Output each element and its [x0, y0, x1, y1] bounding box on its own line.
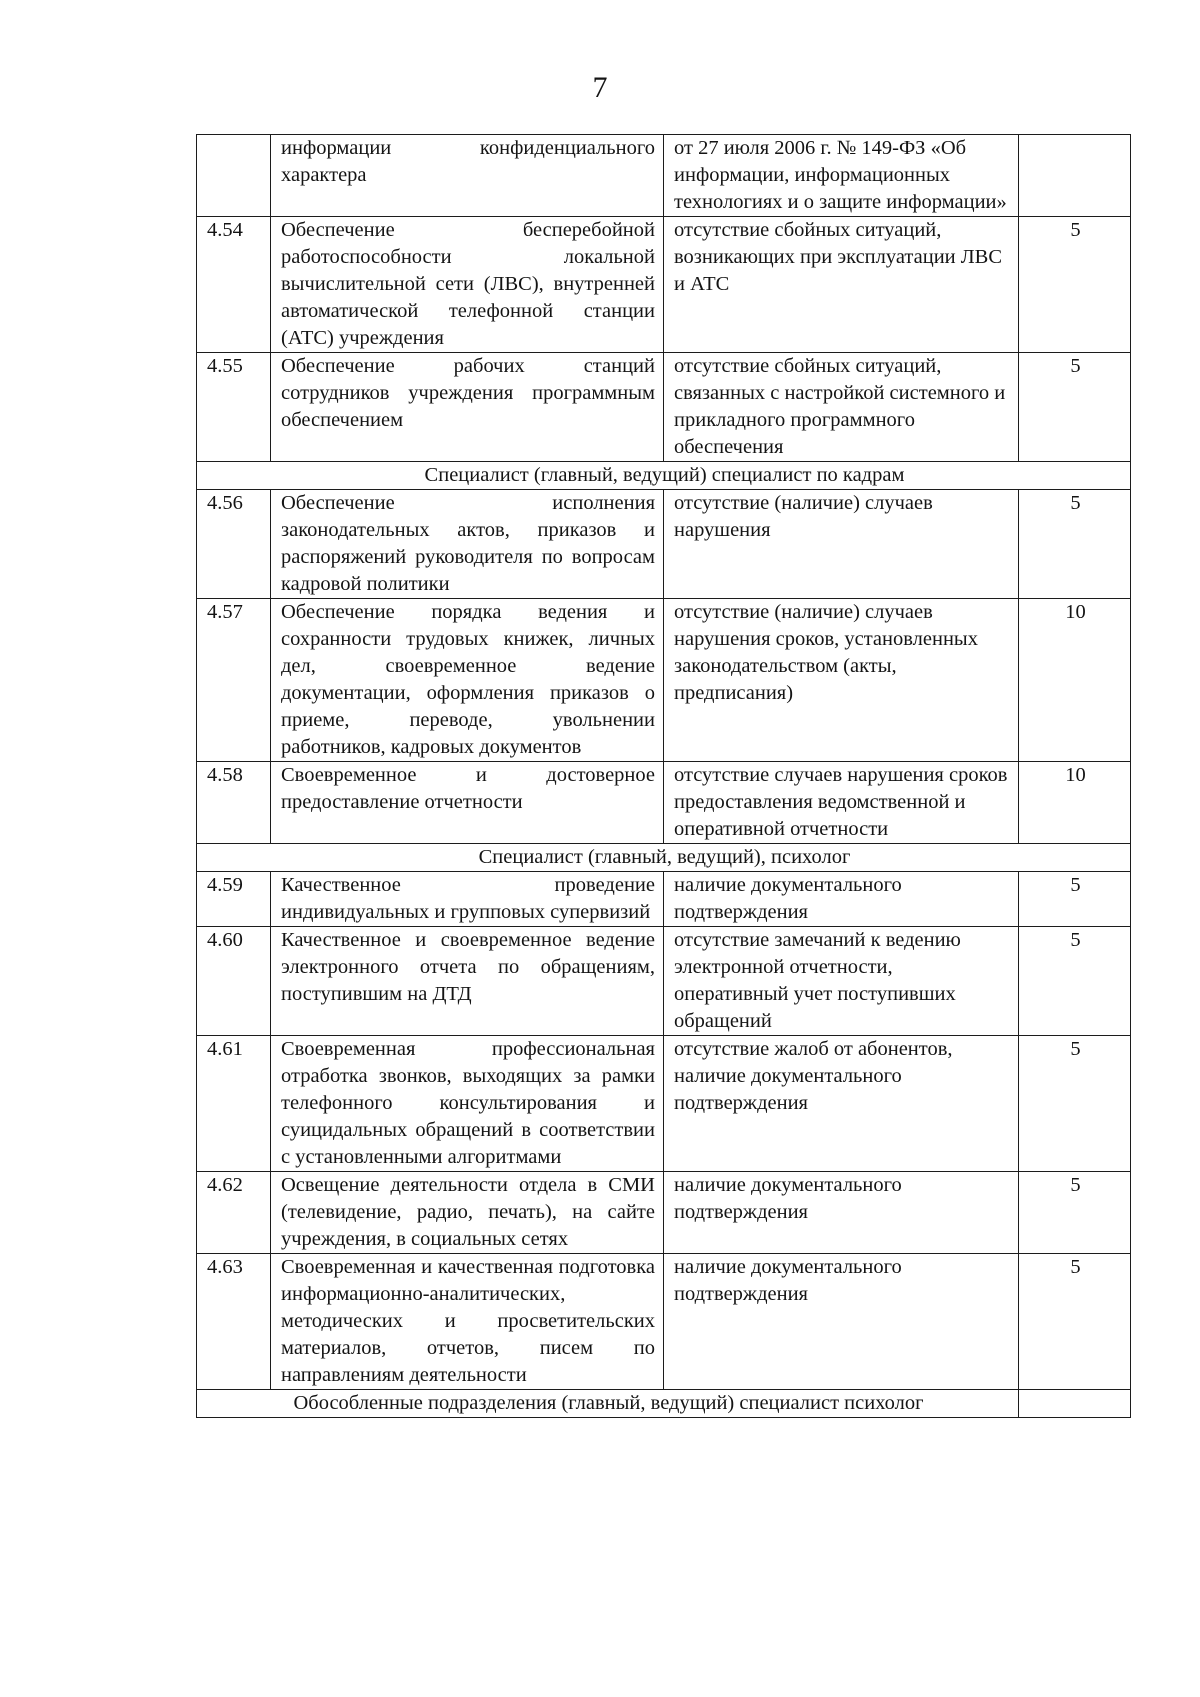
item-number: 4.62 [197, 1172, 271, 1254]
indicator-cell: информации конфиденциального характера [271, 135, 664, 217]
section-header-row [197, 844, 1131, 872]
section-header-row [197, 462, 1131, 490]
criterion-cell: от 27 июля 2006 г. № 149-ФЗ «Об информации, информационных технологиях и о защите информации» [664, 135, 1019, 217]
points-cell: 10 [1019, 599, 1131, 762]
indicator-cell: Своевременная и качественная подготовка информационно-аналитических, методических и просветительских материалов, отчетов, писем по направлениям деятельности [271, 1254, 664, 1390]
criterion-cell: отсутствие случаев нарушения сроков предоставления ведомственной и оперативной отчетности [664, 762, 1019, 844]
table-row [197, 490, 1131, 599]
indicator-cell: Своевременная профессиональная отработка звонков, выходящих за рамки телефонного консультирования и суицидальных обращений в соответствии с установленными алгоритмами [271, 1036, 664, 1172]
table-row [197, 762, 1131, 844]
table-row [197, 1036, 1131, 1172]
subsection-title: Обособленные подразделения (главный, ведущий) специалист психолог [197, 1390, 1019, 1418]
points-cell: 5 [1019, 872, 1131, 927]
table-row [197, 1172, 1131, 1254]
indicator-cell: Качественное и своевременное ведение электронного отчета по обращениям, поступившим на ДТД [271, 927, 664, 1036]
criteria-table [196, 134, 1131, 1418]
criterion-cell: отсутствие жалоб от абонентов, наличие документального подтверждения [664, 1036, 1019, 1172]
points-cell: 5 [1019, 1036, 1131, 1172]
item-number: 4.59 [197, 872, 271, 927]
item-number: 4.55 [197, 353, 271, 462]
table-row [197, 135, 1131, 217]
criterion-cell: отсутствие сбойных ситуаций, возникающих при эксплуатации ЛВС и АТС [664, 217, 1019, 353]
table-row [197, 1254, 1131, 1390]
criterion-cell: наличие документального подтверждения [664, 1254, 1019, 1390]
points-cell: 5 [1019, 217, 1131, 353]
criterion-cell: отсутствие (наличие) случаев нарушения [664, 490, 1019, 599]
item-number: 4.54 [197, 217, 271, 353]
criterion-cell: отсутствие замечаний к ведению электронной отчетности, оперативный учет поступивших обращений [664, 927, 1019, 1036]
item-number [197, 135, 271, 217]
table-row [197, 353, 1131, 462]
points-cell: 5 [1019, 927, 1131, 1036]
criteria-table-body [197, 135, 1131, 1418]
item-number: 4.57 [197, 599, 271, 762]
table-row [197, 872, 1131, 927]
subsection-row [197, 1390, 1131, 1418]
criterion-cell: наличие документального подтверждения [664, 872, 1019, 927]
item-number: 4.63 [197, 1254, 271, 1390]
indicator-cell: Обеспечение бесперебойной работоспособности локальной вычислительной сети (ЛВС), внутренней автоматической телефонной станции (АТС) учреждения [271, 217, 664, 353]
points-cell [1019, 1390, 1131, 1418]
points-cell: 5 [1019, 490, 1131, 599]
indicator-cell: Своевременное и достоверное предоставление отчетности [271, 762, 664, 844]
table-row [197, 927, 1131, 1036]
points-cell [1019, 135, 1131, 217]
page-number: 7 [592, 71, 608, 104]
table-row [197, 599, 1131, 762]
table-row [197, 217, 1131, 353]
points-cell: 10 [1019, 762, 1131, 844]
section-title: Специалист (главный, ведущий) специалист по кадрам [197, 462, 1131, 490]
indicator-cell: Обеспечение рабочих станций сотрудников учреждения программным обеспечением [271, 353, 664, 462]
criterion-cell: наличие документального подтверждения [664, 1172, 1019, 1254]
indicator-cell: Обеспечение исполнения законодательных актов, приказов и распоряжений руководителя по вопросам кадровой политики [271, 490, 664, 599]
criterion-cell: отсутствие сбойных ситуаций, связанных с настройкой системного и прикладного программного обеспечения [664, 353, 1019, 462]
item-number: 4.56 [197, 490, 271, 599]
points-cell: 5 [1019, 1254, 1131, 1390]
criterion-cell: отсутствие (наличие) случаев нарушения сроков, установленных законодательством (акты, предписания) [664, 599, 1019, 762]
item-number: 4.61 [197, 1036, 271, 1172]
section-title: Специалист (главный, ведущий), психолог [197, 844, 1131, 872]
points-cell: 5 [1019, 353, 1131, 462]
indicator-cell: Обеспечение порядка ведения и сохранности трудовых книжек, личных дел, своевременное ведение документации, оформления приказов о приеме, переводе, увольнении работников, кадровых документов [271, 599, 664, 762]
item-number: 4.58 [197, 762, 271, 844]
indicator-cell: Качественное проведение индивидуальных и групповых супервизий [271, 872, 664, 927]
points-cell: 5 [1019, 1172, 1131, 1254]
item-number: 4.60 [197, 927, 271, 1036]
indicator-cell: Освещение деятельности отдела в СМИ (телевидение, радио, печать), на сайте учреждения, в социальных сетях [271, 1172, 664, 1254]
